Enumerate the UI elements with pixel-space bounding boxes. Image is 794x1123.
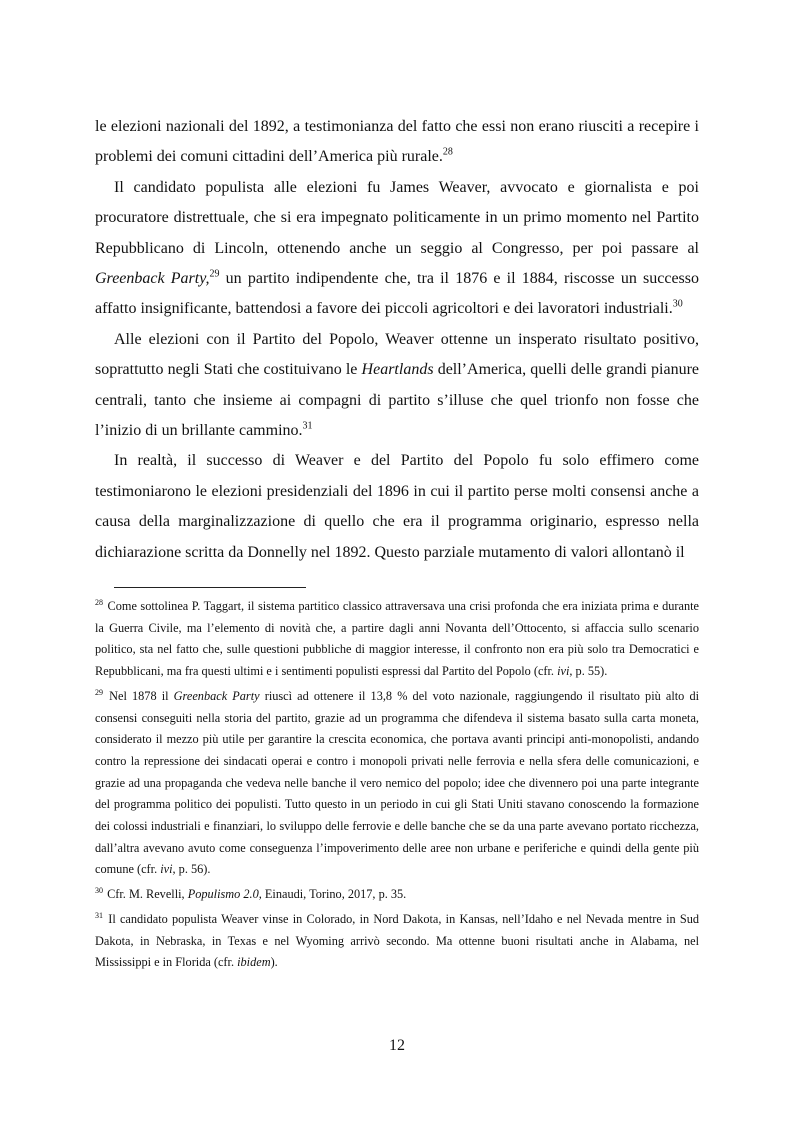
paragraph-2: [95, 173, 699, 325]
paragraph-2-text-b: un partito indipendente che, tra il 1876 e il 1884, riscosse un successo affatto insignificante, battendosi a favore dei piccoli agricoltori e dei lavoratori industriali.: [95, 270, 699, 318]
footnote-italic: ivi,: [160, 862, 176, 877]
footnote-ref-28[interactable]: 28: [442, 147, 453, 159]
footnote-italic: Greenback Party: [173, 688, 260, 703]
footnote-number: 28: [95, 597, 103, 607]
footnote-text: Nel 1878 il: [109, 688, 169, 703]
paragraph-2-italic: Greenback Party,: [95, 270, 210, 288]
footnote-italic: ivi,: [557, 664, 573, 679]
footnote-text: p. 56).: [178, 862, 211, 877]
paragraph-3-text-b: dell’America, quelli delle grandi pianure centrali, tanto che insieme ai compagni di partito s’illuse che quel trionfo non fosse che l’inizio di un brillante cammino.: [95, 361, 700, 440]
paragraph-3-italic: Heartlands: [361, 361, 434, 379]
footnote-text: Come sottolinea P. Taggart, il sistema partitico classico attraversava una crisi profonda che era iniziata prima e durante la Guerra Civile, ma l’elemento di novità che, a partire dagli anni Novanta dell’Ottocento, si affaccia sullo scenario politico, sta nel fatto che, sulle questioni pubbliche di maggior interesse, il confronto non era più solo tra Democratici e Repubblicani, ma fra questi ultimi e i sentimenti populisti espressi dal Partito del Popolo (cfr.: [95, 599, 699, 679]
footnote-number: 29: [95, 687, 103, 697]
footnote-italic: ibidem: [237, 955, 271, 970]
footnote-text: p. 55).: [575, 664, 608, 679]
footnote-31: [95, 909, 699, 974]
page-number: 12: [389, 1037, 405, 1054]
footnote-30: [95, 884, 699, 906]
footnote-ref-31[interactable]: 31: [302, 420, 313, 432]
footnote-29: [95, 686, 699, 881]
footnote-italic: Populismo 2.0,: [187, 887, 262, 902]
footnote-separator: [114, 587, 306, 588]
body-text: [95, 112, 699, 568]
footnote-text: riuscì ad ottenere il 13,8 % del voto nazionale, raggiungendo il risultato più alto di consensi conseguiti nella storia del partito, grazie ad un programma che difendeva il sistema basato sulla carta moneta, considerato il mezzo più utile per garantire la crescita economica, che portava avanti principi anti-monopolisti, andando contro la repressione dei sindacati operai e contro i monopoli privati nelle ferrovia e nella sfera delle comunicazioni, e grazie ad una propaganda che vedeva nelle banche il vero nemico del popolo; idee che divennero poi una parte integrante del programma politico dei populisti. Tutto questo in un periodo in cui gli Stati Uniti stavano conoscendo la formazione dei colossi industriali e finanziari, lo sviluppo delle ferrovie e delle banche che se da una parte avevano portato ricchezza, dall’altra avevano avuto come conseguenza l’impoverimento delle aree non urbane e periferiche e quindi della gente più comune (cfr.: [95, 688, 700, 877]
footnote-number: 30: [95, 886, 103, 896]
footnote-number: 31: [95, 910, 103, 920]
paragraph-3-text-a: Alle elezioni con il Partito del Popolo, Weaver ottenne un insperato risultato positivo, soprattutto negli Stati che costituivano le: [95, 330, 699, 379]
paragraph-1-text: le elezioni nazionali del 1892, a testimonianza del fatto che essi non erano riusciti a recepire i problemi dei comuni cittadini dell’America più rurale.: [95, 118, 699, 166]
paragraph-4-text: In realtà, il successo di Weaver e del Partito del Popolo fu solo effimero come testimoniarono le elezioni presidenziali del 1896 in cui il partito perse molti consensi anche a causa della marginalizzazione di quello che era il programma originario, espresso nella dichiarazione scritta da Donnelly nel 1892. Questo parziale mutamento di valori allontanò il: [95, 452, 699, 561]
footnote-text: Il candidato populista Weaver vinse in Colorado, in Nord Dakota, in Kansas, nell’Idaho e nel Nevada mentre in Sud Dakota, in Nebraska, in Texas e nel Wyoming arrivò secondo. Ma ottenne buoni risultati anche in Alabama, nel Mississippi e in Florida (cfr.: [95, 911, 700, 970]
paragraph-1: [95, 112, 699, 173]
footnote-28: [95, 596, 699, 683]
footnote-text: Einaudi, Torino, 2017, p. 35.: [264, 887, 407, 902]
footnote-text: Cfr. M. Revelli,: [107, 887, 185, 902]
paragraph-4: [95, 446, 699, 568]
paragraph-3: [95, 325, 699, 447]
footnote-ref-30[interactable]: 30: [672, 299, 683, 311]
paragraph-2-text-a: Il candidato populista alle elezioni fu James Weaver, avvocato e giornalista e poi procuratore distrettuale, che si era impegnato politicamente in un primo momento nel Partito Repubblicano di Lincoln, ottenendo anche un seggio al Congresso, per poi passare al: [95, 178, 699, 257]
footnote-ref-29[interactable]: 29: [209, 268, 220, 280]
footnote-text: ).: [270, 955, 278, 970]
footnotes: [95, 596, 699, 977]
